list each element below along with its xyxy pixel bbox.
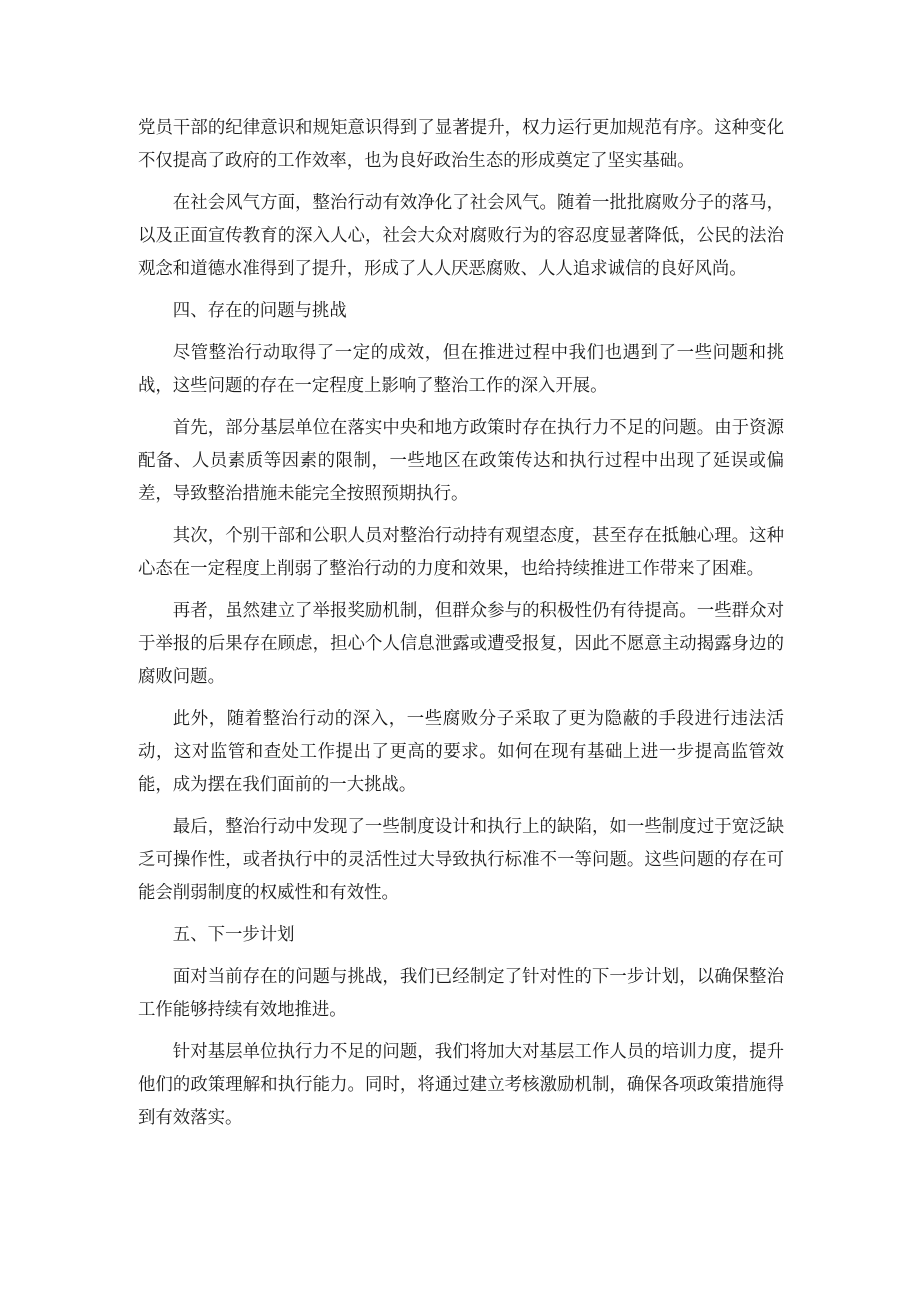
paragraph-problem-second: 其次，个别干部和公职人员对整治行动持有观望态度，甚至存在抵触心理。这种心态在一定程度上削弱了整治行动的力度和效果，也给持续推进工作带来了困难。 (138, 526, 784, 579)
paragraph-plan-intro: 面对当前存在的问题与挑战，我们已经制定了针对性的下一步计划，以确保整治工作能够持续有效地推进。 (138, 967, 784, 1020)
paragraph-problems-intro: 尽管整治行动取得了一定的成效，但在推进过程中我们也遇到了一些问题和挑战，这些问题的存在一定程度上影响了整治工作的深入开展。 (138, 343, 784, 396)
document-body (138, 112, 784, 1144)
section-heading-problems: 四、存在的问题与挑战 (172, 301, 347, 321)
paragraph-social-climate: 在社会风气方面，整治行动有效净化了社会风气。随着一批批腐败分子的落马，以及正面宣传教育的深入人心，社会大众对腐败行为的容忍度显著降低，公民的法治观念和道德水准得到了提升，形成了人人厌恶腐败、人人追求诚信的良好风尚。 (138, 193, 784, 279)
paragraph-plan-training: 针对基层单位执行力不足的问题，我们将加大对基层工作人员的培训力度，提升他们的政策理解和执行能力。同时，将通过建立考核激励机制，确保各项政策措施得到有效落实。 (138, 1042, 784, 1128)
paragraph-problem-fourth: 此外，随着整治行动的深入，一些腐败分子采取了更为隐蔽的手段进行违法活动，这对监管和查处工作提出了更高的要求。如何在现有基础上进一步提高监管效能，成为摆在我们面前的一大挑战。 (138, 709, 784, 795)
paragraph-problem-last: 最后，整治行动中发现了一些制度设计和执行上的缺陷，如一些制度过于宽泛缺乏可操作性，或者执行中的灵活性过大导致执行标准不一等问题。这些问题的存在可能会削弱制度的权威性和有效性。 (138, 817, 784, 903)
paragraph-problem-first: 首先，部分基层单位在落实中央和地方政策时存在执行力不足的问题。由于资源配备、人员素质等因素的限制，一些地区在政策传达和执行过程中出现了延误或偏差，导致整治措施未能完全按照预期执行。 (138, 418, 784, 504)
paragraph-continuation: 党员干部的纪律意识和规矩意识得到了显著提升，权力运行更加规范有序。这种变化不仅提高了政府的工作效率，也为良好政治生态的形成奠定了坚实基础。 (138, 118, 784, 171)
paragraph-problem-third: 再者，虽然建立了举报奖励机制，但群众参与的积极性仍有待提高。一些群众对于举报的后果存在顾虑，担心个人信息泄露或遭受报复，因此不愿意主动揭露身边的腐败问题。 (138, 601, 784, 687)
section-heading-next-plan: 五、下一步计划 (172, 925, 295, 945)
